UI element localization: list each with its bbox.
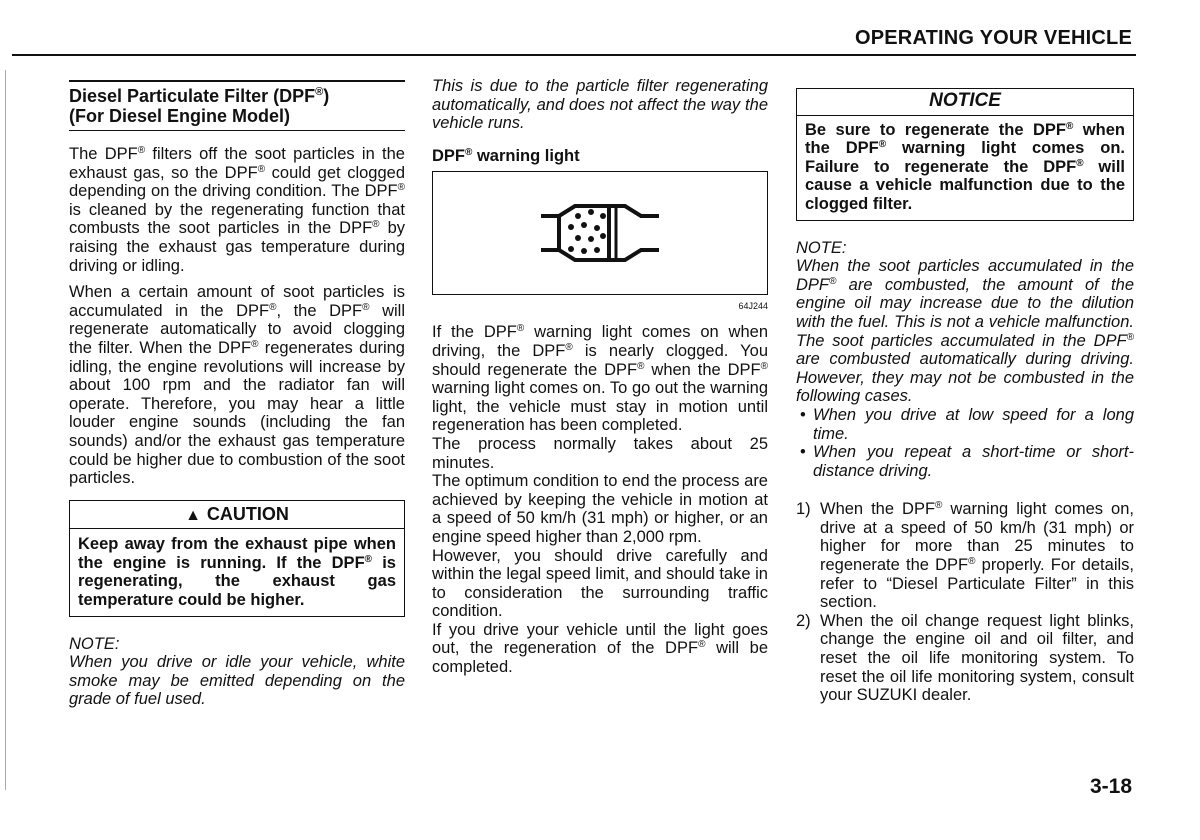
paragraph: The optimum condition to end the process are achieved by keeping the vehicle in motion at a speed of 50 km/h (31 mph) or higher, or an engine speed higher than 2,000 rpm.	[432, 472, 768, 546]
registered-mark: ®	[878, 139, 887, 151]
subheading-dpf-warning-light: DPF® warning light	[432, 146, 580, 165]
registered-mark: ®	[698, 639, 706, 651]
column-right	[796, 88, 1134, 705]
registered-mark: ®	[1076, 157, 1084, 169]
numbered-steps	[796, 500, 1134, 705]
caution-header	[70, 501, 404, 530]
title-line1: Diesel Particulate Filter (DPF®)	[69, 86, 330, 106]
note-label: NOTE:	[796, 238, 847, 257]
registered-mark: ®	[364, 553, 373, 565]
figure-code: 64J244	[738, 301, 768, 312]
title-rule-bottom	[69, 130, 405, 131]
notice-label: NOTICE	[797, 89, 1133, 116]
list-item: • When you repeat a short-time or short-distance driving.	[796, 443, 1134, 480]
registered-mark: ®	[516, 323, 525, 335]
title-line2: (For Diesel Engine Model)	[69, 106, 291, 126]
registered-mark: ®	[935, 500, 943, 512]
warning-triangle-icon: ▲	[185, 506, 201, 524]
section-title	[69, 86, 405, 126]
paragraph: If you drive your vehicle until the light goes out, the regeneration of the DPF® will be completed.	[432, 620, 769, 677]
title-rule-top	[69, 80, 405, 82]
caution-text: Keep away from the exhaust pipe when the engine is running. If the DPF® is regenerating, the exhaust gas temperature could be higher.	[78, 535, 396, 610]
registered-mark: ®	[137, 145, 146, 156]
registered-mark: ®	[362, 301, 370, 313]
notice-text: Be sure to regenerate the DPF® when the DPF® warning light comes on. Failure to regenerate the DPF® will cause a vehicle malfunction due to the clogged filter.	[805, 120, 1126, 213]
registered-mark: ®	[465, 146, 473, 158]
registered-mark: ®	[251, 338, 259, 350]
paragraph: The process normally takes about 25 minutes.	[432, 434, 768, 472]
list-item: 2) When the oil change request light blinks, change the engine oil and oil filter, and reset the oil life monitoring system. To reset the oil life monitoring system, consult your SUZUKI dealer.	[796, 611, 1134, 705]
note-bullet-list	[796, 406, 1134, 480]
registered-mark: ®	[372, 219, 380, 231]
column-middle	[432, 77, 768, 677]
dpf-warning-light-figure	[432, 171, 768, 295]
registered-mark: ®	[565, 341, 573, 353]
header-divider	[12, 54, 1136, 56]
registered-mark: ®	[397, 182, 405, 194]
section-header: OPERATING YOUR VEHICLE	[854, 27, 1132, 49]
registered-mark: ®	[968, 556, 976, 568]
note-text: When you drive or idle your vehicle, white smoke may be emitted depending on the grade of fuel used.	[69, 653, 405, 709]
note-label: NOTE:	[69, 634, 120, 653]
dpf-warning-light-icon	[433, 172, 767, 294]
paragraph: However, you should drive carefully and within the legal speed limit, and should take in to consideration the surrounding traffic condition.	[432, 546, 768, 621]
list-item: • When you drive at low speed for a long time.	[796, 406, 1134, 443]
page-number: 3-18	[1089, 775, 1132, 798]
registered-mark: ®	[1126, 331, 1134, 343]
page-edge-line	[5, 70, 6, 790]
paragraph: When a certain amount of soot particles is accumulated in the DPF®, the DPF® will regenerate automatically to avoid clogging the filter. When the DPF® regenerates during idling, the engine revolutions will increase by about 100 rpm and the radiator fan will operate. Therefore, you may hear a little louder engine sounds (including the fan sounds) and/or the exhaust gas temperature could be higher due to combustion of the soot particles.	[69, 283, 405, 488]
intro-text: This is due to the particle filter regenerating automatically, and does not affect the way the vehicle runs.	[432, 77, 768, 133]
registered-mark: ®	[637, 360, 645, 372]
paragraph: If the DPF® warning light comes on when driving, the DPF® is nearly clogged. You should regenerate the DPF® when the DPF® warning light comes on. To go out the warning light, the vehicle must stay in motion until regeneration has been completed.	[432, 323, 769, 435]
registered-mark: ®	[257, 163, 266, 175]
list-item: 1) When the DPF® warning light comes on, drive at a speed of 50 km/h (31 mph) or higher for more than 25 minutes to regenerate the DPF® properly. For details, refer to “Diesel Particulate Filter” in this section.	[796, 500, 1134, 612]
paragraph: The DPF® filters off the soot particles in the exhaust gas, so the DPF® could get clogged depending on the driving condition. The DPF® is cleaned by the regenerating function that combusts the soot particles in the DPF® by raising the exhaust gas temperature during driving or idling.	[69, 145, 405, 275]
registered-mark: ®	[829, 275, 837, 287]
caution-box	[69, 500, 405, 617]
registered-mark: ®	[760, 360, 769, 372]
registered-mark: ®	[269, 301, 277, 313]
note-text: When the soot particles accumulated in the DPF® are combusted, the amount of the engine oil may increase due to the dilution with the fuel. This is not a vehicle malfunction. The soot particles accumulated in the DPF® are combusted automatically during driving. However, they may not be combusted in the following cases.	[796, 257, 1134, 406]
notice-box	[796, 88, 1134, 221]
column-left	[69, 80, 405, 717]
registered-mark: ®	[1065, 120, 1074, 132]
caution-label: CAUTION	[206, 503, 289, 524]
